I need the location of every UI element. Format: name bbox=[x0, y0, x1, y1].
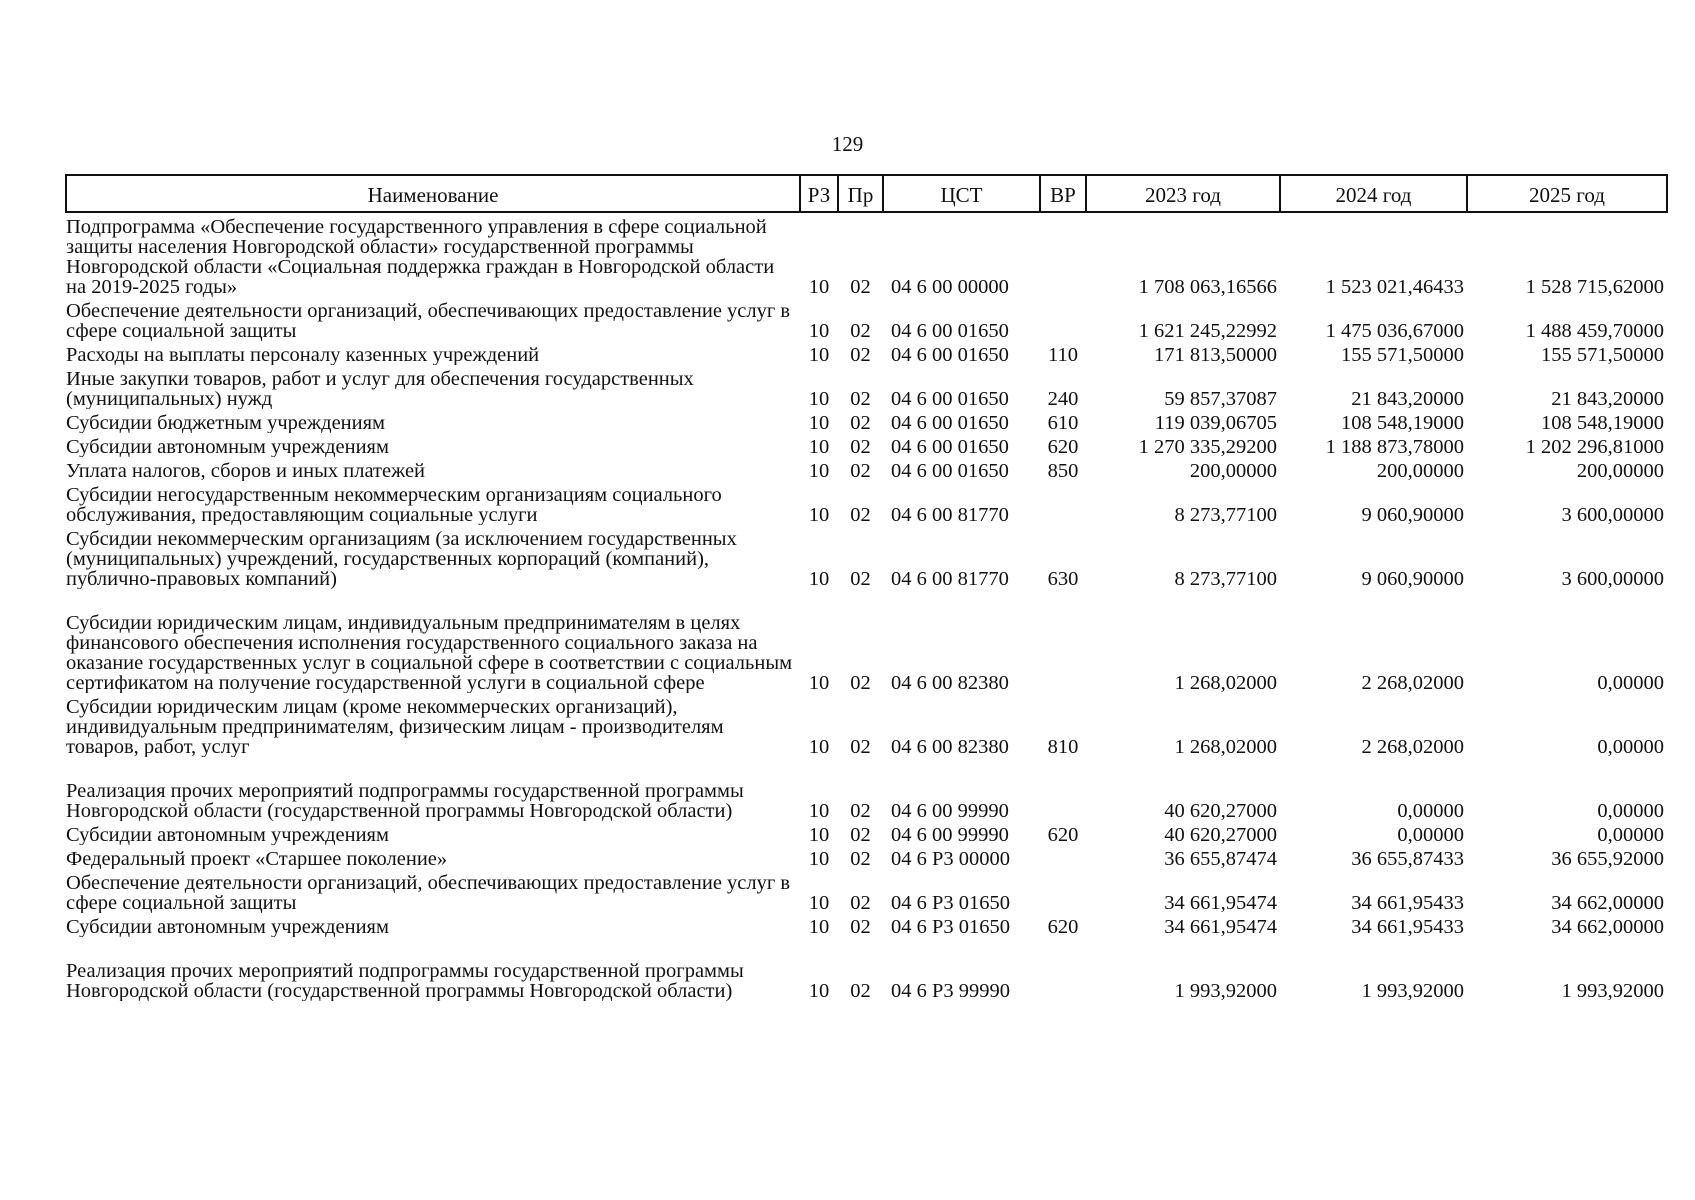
header-vr: ВР bbox=[1040, 175, 1086, 212]
row-rz: 10 bbox=[808, 412, 830, 433]
row-vr bbox=[1040, 297, 1086, 341]
header-pr: Пр bbox=[838, 175, 883, 212]
row-2025: 1 488 459,70000 bbox=[1525, 320, 1664, 341]
row-2024: 155 571,50000 bbox=[1341, 344, 1464, 365]
row-vr bbox=[1040, 937, 1086, 1001]
row-vr: 620 bbox=[1047, 824, 1079, 845]
row-name: Субсидии юридическим лицам, индивидуальным предпринимателям в целях финансового обеспечения исполнения государственного социального заказа на оказание государственных услуг в социальной сфере в соответствии с социальным сертификатом на получение государственной услуги в социальной сфере bbox=[66, 612, 793, 693]
table-row bbox=[66, 409, 1667, 433]
row-cst: 04 6 00 81770 bbox=[891, 568, 1009, 589]
row-cst: 04 6 00 99990 bbox=[891, 800, 1009, 821]
row-2024: 1 475 036,67000 bbox=[1325, 320, 1464, 341]
row-cst: 04 6 00 01650 bbox=[891, 412, 1009, 433]
row-2025: 0,00000 bbox=[1597, 824, 1664, 845]
row-rz: 10 bbox=[808, 460, 830, 481]
row-2023: 1 270 335,29200 bbox=[1138, 436, 1277, 457]
row-2023: 119 039,06705 bbox=[1154, 412, 1277, 433]
table-row bbox=[66, 433, 1667, 457]
row-cst: 04 6 00 99990 bbox=[891, 824, 1009, 845]
row-vr bbox=[1040, 845, 1086, 869]
row-2023: 1 621 245,22992 bbox=[1138, 320, 1277, 341]
row-rz: 10 bbox=[808, 736, 830, 757]
row-name: Уплата налогов, сборов и иных платежей bbox=[66, 460, 426, 481]
table-row bbox=[66, 693, 1667, 757]
row-pr: 02 bbox=[850, 344, 871, 365]
row-2024: 108 548,19000 bbox=[1341, 412, 1464, 433]
row-2024: 2 268,02000 bbox=[1361, 672, 1464, 693]
row-cst: 04 6 00 82380 bbox=[891, 736, 1009, 757]
row-pr: 02 bbox=[850, 824, 871, 845]
row-cst: 04 6 P3 00000 bbox=[891, 848, 1011, 869]
row-2024: 34 661,95433 bbox=[1351, 916, 1464, 937]
row-cst: 04 6 00 01650 bbox=[891, 460, 1009, 481]
row-pr: 02 bbox=[850, 460, 871, 481]
row-2024: 1 523 021,46433 bbox=[1325, 276, 1464, 297]
row-pr: 02 bbox=[850, 276, 871, 297]
table-row bbox=[66, 341, 1667, 365]
row-2023: 40 620,27000 bbox=[1164, 824, 1277, 845]
row-2024: 1 993,92000 bbox=[1361, 980, 1464, 1001]
row-2024: 36 655,87433 bbox=[1351, 848, 1464, 869]
row-rz: 10 bbox=[808, 892, 830, 913]
row-2025: 108 548,19000 bbox=[1541, 412, 1664, 433]
row-pr: 02 bbox=[850, 672, 871, 693]
header-2025: 2025 год bbox=[1467, 175, 1667, 212]
row-2025: 0,00000 bbox=[1597, 736, 1664, 757]
row-2025: 1 993,92000 bbox=[1561, 980, 1664, 1001]
row-cst: 04 6 P3 01650 bbox=[891, 916, 1011, 937]
row-pr: 02 bbox=[850, 320, 871, 341]
page-number: 129 bbox=[831, 132, 864, 156]
row-name: Субсидии автономным учреждениям bbox=[66, 824, 389, 845]
row-name: Субсидии автономным учреждениям bbox=[66, 916, 389, 937]
header-cst: ЦСТ bbox=[883, 175, 1040, 212]
header-rz: РЗ bbox=[800, 175, 838, 212]
row-vr: 630 bbox=[1047, 568, 1079, 589]
table-row bbox=[66, 212, 1667, 297]
row-2025: 3 600,00000 bbox=[1561, 504, 1664, 525]
table-row bbox=[66, 457, 1667, 481]
header-name: Наименование bbox=[66, 175, 800, 212]
table-row bbox=[66, 937, 1667, 1001]
row-cst: 04 6 00 01650 bbox=[891, 388, 1009, 409]
table-row bbox=[66, 297, 1667, 341]
row-pr: 02 bbox=[850, 504, 871, 525]
row-rz: 10 bbox=[808, 276, 830, 297]
row-name: Обеспечение деятельности организаций, обеспечивающих предоставление услуг в сфере социальной защиты bbox=[66, 300, 791, 341]
row-cst: 04 6 P3 99990 bbox=[891, 980, 1011, 1001]
row-cst: 04 6 00 01650 bbox=[891, 344, 1009, 365]
row-2025: 3 600,00000 bbox=[1561, 568, 1664, 589]
row-pr: 02 bbox=[850, 412, 871, 433]
table-row bbox=[66, 589, 1667, 693]
row-vr: 850 bbox=[1047, 460, 1079, 481]
table-row bbox=[66, 845, 1667, 869]
row-2025: 1 202 296,81000 bbox=[1525, 436, 1664, 457]
row-pr: 02 bbox=[850, 568, 871, 589]
row-pr: 02 bbox=[850, 436, 871, 457]
table-row bbox=[66, 365, 1667, 409]
row-2024: 2 268,02000 bbox=[1361, 736, 1464, 757]
row-rz: 10 bbox=[808, 568, 830, 589]
row-vr: 620 bbox=[1047, 916, 1079, 937]
row-2025: 0,00000 bbox=[1597, 800, 1664, 821]
row-vr: 240 bbox=[1047, 388, 1079, 409]
row-2024: 21 843,20000 bbox=[1351, 388, 1464, 409]
row-pr: 02 bbox=[850, 736, 871, 757]
row-name: Субсидии бюджетным учреждениям bbox=[66, 412, 386, 433]
row-name: Иные закупки товаров, работ и услуг для обеспечения государственных (муниципальных) нужд bbox=[66, 368, 694, 409]
row-2023: 34 661,95474 bbox=[1164, 892, 1277, 913]
row-rz: 10 bbox=[808, 980, 830, 1001]
row-2025: 1 528 715,62000 bbox=[1525, 276, 1664, 297]
row-2023: 1 268,02000 bbox=[1174, 672, 1277, 693]
row-2025: 0,00000 bbox=[1597, 672, 1664, 693]
row-vr bbox=[1040, 869, 1086, 913]
row-2025: 21 843,20000 bbox=[1551, 388, 1664, 409]
row-pr: 02 bbox=[850, 848, 871, 869]
row-rz: 10 bbox=[808, 320, 830, 341]
row-2023: 34 661,95474 bbox=[1164, 916, 1277, 937]
row-2023: 59 857,37087 bbox=[1164, 388, 1277, 409]
row-vr bbox=[1040, 212, 1086, 297]
row-rz: 10 bbox=[808, 800, 830, 821]
row-vr: 620 bbox=[1047, 436, 1079, 457]
row-rz: 10 bbox=[808, 848, 830, 869]
row-2023: 8 273,77100 bbox=[1174, 504, 1277, 525]
row-vr bbox=[1040, 481, 1086, 525]
row-rz: 10 bbox=[808, 504, 830, 525]
row-pr: 02 bbox=[850, 388, 871, 409]
row-cst: 04 6 00 01650 bbox=[891, 320, 1009, 341]
row-name: Субсидии юридическим лицам (кроме некоммерческих организаций), индивидуальным предпринимателям, физическим лицам - производителям товаров, работ, услуг bbox=[66, 696, 724, 757]
row-vr: 810 bbox=[1047, 736, 1079, 757]
table-row bbox=[66, 821, 1667, 845]
budget-table bbox=[65, 174, 1668, 1001]
row-2023: 40 620,27000 bbox=[1164, 800, 1277, 821]
row-2025: 200,00000 bbox=[1576, 460, 1664, 481]
row-pr: 02 bbox=[850, 916, 871, 937]
row-2024: 0,00000 bbox=[1397, 800, 1464, 821]
table-row bbox=[66, 525, 1667, 589]
row-2025: 36 655,92000 bbox=[1551, 848, 1664, 869]
row-2024: 34 661,95433 bbox=[1351, 892, 1464, 913]
row-rz: 10 bbox=[808, 436, 830, 457]
row-rz: 10 bbox=[808, 388, 830, 409]
row-2023: 1 993,92000 bbox=[1174, 980, 1277, 1001]
row-2023: 1 708 063,16566 bbox=[1138, 276, 1277, 297]
row-rz: 10 bbox=[808, 824, 830, 845]
row-2023: 200,00000 bbox=[1189, 460, 1277, 481]
row-name: Обеспечение деятельности организаций, обеспечивающих предоставление услуг в сфере социальной защиты bbox=[66, 872, 791, 913]
row-name: Субсидии автономным учреждениям bbox=[66, 436, 389, 457]
row-2025: 34 662,00000 bbox=[1551, 892, 1664, 913]
row-rz: 10 bbox=[808, 344, 830, 365]
row-name: Реализация прочих мероприятий подпрограммы государственной программы Новгородской области (государственной программы Новгородской области) bbox=[66, 780, 744, 821]
row-2023: 1 268,02000 bbox=[1174, 736, 1277, 757]
table-row bbox=[66, 757, 1667, 821]
row-pr: 02 bbox=[850, 800, 871, 821]
row-pr: 02 bbox=[850, 892, 871, 913]
row-vr: 610 bbox=[1047, 412, 1079, 433]
row-pr: 02 bbox=[850, 980, 871, 1001]
row-name: Субсидии некоммерческим организациям (за исключением государственных (муниципальных) учреждений, государственных корпораций (компаний), публично-правовых компаний) bbox=[66, 528, 737, 589]
table-row bbox=[66, 913, 1667, 937]
row-2024: 0,00000 bbox=[1397, 824, 1464, 845]
row-2025: 34 662,00000 bbox=[1551, 916, 1664, 937]
table-row bbox=[66, 869, 1667, 913]
row-cst: 04 6 00 00000 bbox=[891, 276, 1009, 297]
row-cst: 04 6 00 82380 bbox=[891, 672, 1009, 693]
row-2023: 171 813,50000 bbox=[1154, 344, 1277, 365]
header-2024: 2024 год bbox=[1280, 175, 1467, 212]
row-2023: 36 655,87474 bbox=[1164, 848, 1277, 869]
table-row bbox=[66, 481, 1667, 525]
row-vr: 110 bbox=[1048, 344, 1078, 365]
row-rz: 10 bbox=[808, 672, 830, 693]
row-name: Расходы на выплаты персоналу казенных учреждений bbox=[66, 344, 540, 365]
row-cst: 04 6 P3 01650 bbox=[891, 892, 1011, 913]
row-name: Реализация прочих мероприятий подпрограммы государственной программы Новгородской области (государственной программы Новгородской области) bbox=[66, 960, 744, 1001]
row-2023: 8 273,77100 bbox=[1174, 568, 1277, 589]
header-2023: 2023 год bbox=[1086, 175, 1280, 212]
row-name: Подпрограмма «Обеспечение государственного управления в сфере социальной защиты населения Новгородской области» государственной программы Новгородской области «Социальная поддержка граждан в Новгородской области на 2019-2025 годы» bbox=[66, 216, 775, 297]
row-2024: 200,00000 bbox=[1376, 460, 1464, 481]
row-cst: 04 6 00 01650 bbox=[891, 436, 1009, 457]
table-header-row bbox=[66, 175, 1667, 212]
row-name: Федеральный проект «Старшее поколение» bbox=[66, 848, 448, 869]
row-2024: 1 188 873,78000 bbox=[1325, 436, 1464, 457]
row-vr bbox=[1040, 757, 1086, 821]
row-2025: 155 571,50000 bbox=[1541, 344, 1664, 365]
row-cst: 04 6 00 81770 bbox=[891, 504, 1009, 525]
row-vr bbox=[1040, 589, 1086, 693]
row-rz: 10 bbox=[808, 916, 830, 937]
row-2024: 9 060,90000 bbox=[1361, 504, 1464, 525]
row-name: Субсидии негосударственным некоммерческим организациям социального обслуживания, предоставляющим социальные услуги bbox=[66, 484, 722, 525]
row-2024: 9 060,90000 bbox=[1361, 568, 1464, 589]
